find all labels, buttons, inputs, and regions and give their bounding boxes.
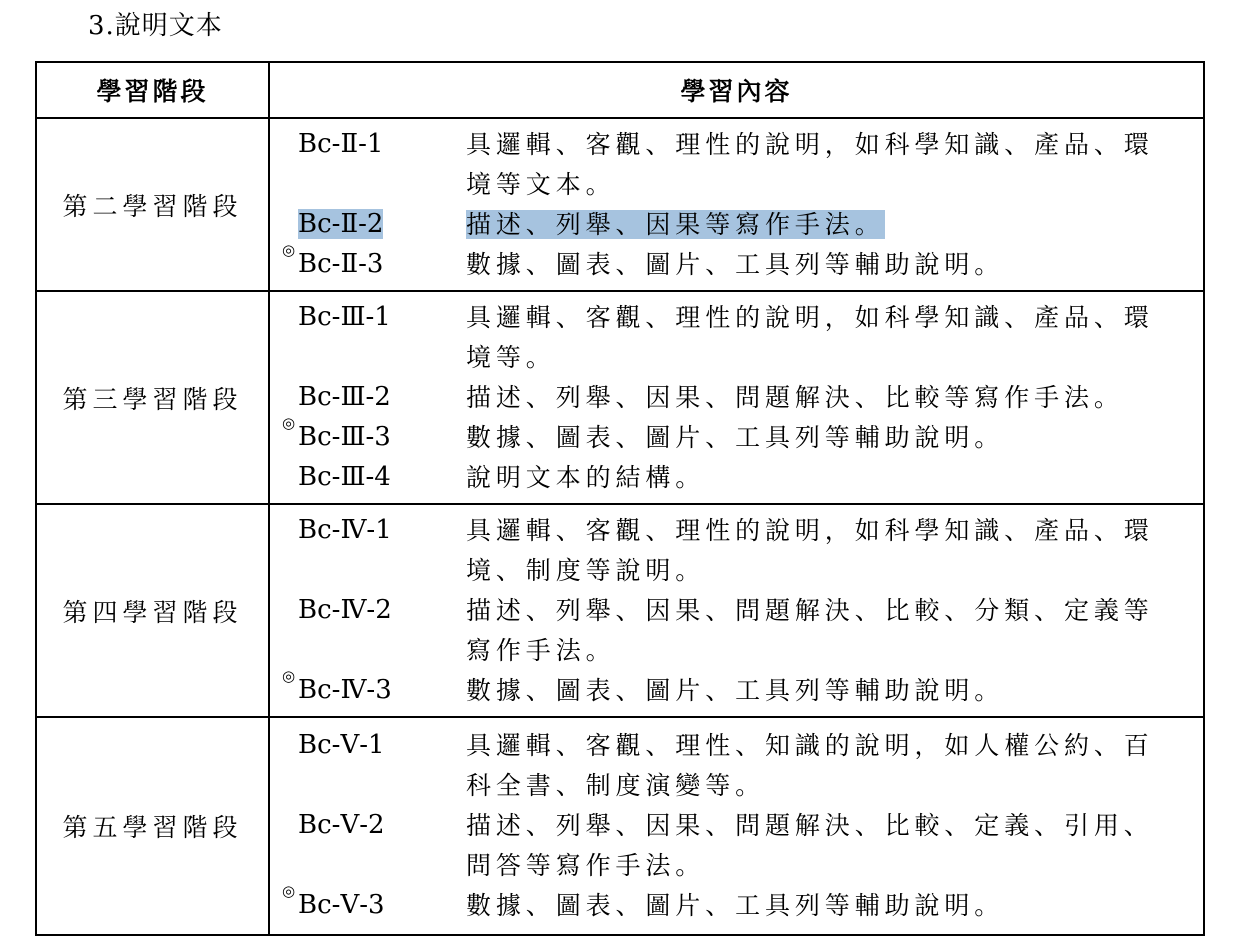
content-cell [269,118,1204,291]
table-row [36,291,1204,504]
content-item[interactable] [270,591,1203,671]
stage-cell: 第三學習階段 [36,291,269,504]
item-code: Bc-Ⅲ-4 [298,461,391,492]
content-item[interactable] [270,666,1203,711]
content-item[interactable] [270,882,1203,926]
item-code: Bc-Ⅲ-1 [298,301,391,332]
item-text: 數據、圖表、圖片、工具列等輔助說明。 [466,891,1005,920]
item-code: Bc-Ⅲ-2 [298,381,391,412]
content-item[interactable] [270,413,1203,458]
item-code: Bc-Ⅴ-2 [298,810,385,840]
mark-symbol: ◎ [282,240,296,259]
item-code: Bc-Ⅳ-2 [298,594,392,625]
item-code: Bc-Ⅱ-2 [298,208,384,239]
item-code: Bc-Ⅴ-1 [298,730,385,760]
item-code: Bc-Ⅳ-3 [298,674,392,705]
content-cell [269,717,1204,935]
header-stage: 學習階段 [36,62,269,118]
content-item[interactable] [270,240,1203,285]
mark-symbol: ◎ [282,666,296,685]
content-cell [269,504,1204,717]
item-text: 具邏輯、客觀、理性的說明，如科學知識、產品、環境等。 [466,302,1154,372]
stage-cell: 第四學習階段 [36,504,269,717]
mark-symbol: ◎ [282,413,296,432]
section-heading: 3.說明文本 [88,11,223,41]
item-code: Bc-Ⅱ-1 [298,128,384,159]
item-text: 描述、列舉、因果、問題解決、比較、分類、定義等寫作手法。 [466,595,1154,665]
table-row [36,504,1204,717]
content-item-selected[interactable] [270,205,1203,245]
content-item[interactable] [270,726,1203,806]
stage-cell: 第二學習階段 [36,118,269,291]
item-text: 描述、列舉、因果、問題解決、比較等寫作手法。 [466,382,1124,412]
item-text: 描述、列舉、因果等寫作手法。 [466,209,885,239]
item-text: 具邏輯、客觀、理性的說明，如科學知識、產品、環境、制度等說明。 [466,515,1154,585]
content-item[interactable] [270,378,1203,418]
table-row [36,118,1204,291]
content-item[interactable] [270,806,1203,886]
curriculum-table [35,61,1205,936]
header-content: 學習內容 [269,62,1204,118]
content-item[interactable] [270,125,1203,205]
item-text: 具邏輯、客觀、理性、知識的說明，如人權公約、百科全書、制度演變等。 [466,731,1154,800]
table-header-row [36,62,1204,118]
item-code: Bc-Ⅳ-1 [298,514,392,545]
item-code: Bc-Ⅴ-3 [298,890,385,920]
item-code: Bc-Ⅱ-3 [298,248,384,279]
stage-cell: 第五學習階段 [36,717,269,935]
content-item[interactable] [270,511,1203,591]
content-item[interactable] [270,298,1203,378]
item-text: 數據、圖表、圖片、工具列等輔助說明。 [466,675,1005,705]
item-text: 數據、圖表、圖片、工具列等輔助說明。 [466,422,1005,452]
content-cell [269,291,1204,504]
item-text: 描述、列舉、因果、問題解決、比較、定義、引用、問答等寫作手法。 [466,811,1154,880]
item-text: 具邏輯、客觀、理性的說明，如科學知識、產品、環境等文本。 [466,129,1154,199]
content-item[interactable] [270,458,1203,498]
item-code: Bc-Ⅲ-3 [298,421,391,452]
item-text: 數據、圖表、圖片、工具列等輔助說明。 [466,249,1005,279]
mark-symbol: ◎ [282,882,296,900]
table-row [36,717,1204,935]
item-text: 說明文本的結構。 [466,462,706,492]
